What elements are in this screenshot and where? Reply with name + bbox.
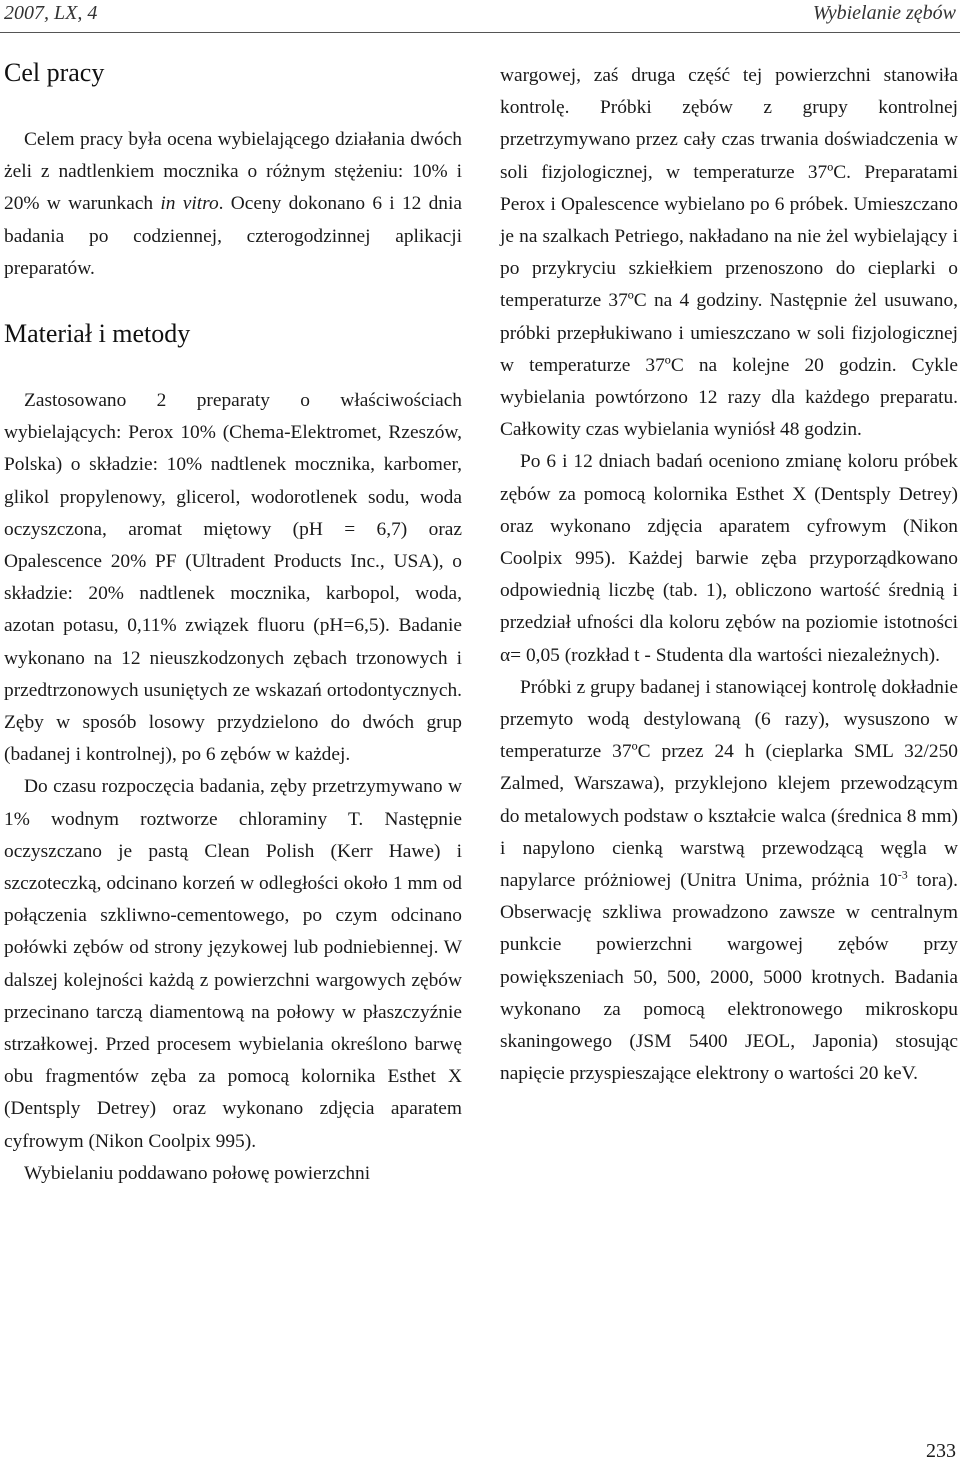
aim-heading: Cel pracy <box>4 58 105 87</box>
running-head-right: Wybielanie zębów <box>812 2 956 24</box>
running-head-left: 2007, LX, 4 <box>4 2 98 24</box>
left-column <box>4 58 462 1190</box>
aim-italic-term: in vitro <box>160 193 219 215</box>
aim-paragraph: Celem pracy była ocena wybielającego działania dwóch żeli z nadtlenkiem mocznika o różnym stężeniu: 10% i 20% w warunkach in vitro. Oceny dokonano 6 i 12 dnia badania po codziennej, czterogodzinnej aplikacji preparatów. <box>4 129 462 279</box>
right-paragraph-2: Po 6 i 12 dniach badań oceniono zmianę koloru próbek zębów za pomocą kolornika Esthet X (Dentsply Detrey) oraz wykonano zdjęcia aparatem cyfrowym (Nikon Coolpix 995). Każdej barwie zęba przyporządkowano odpowiednią liczbę (tab. 1), obliczono wartość średnią i przedział ufności dla koloru zębów na poziomie istotności α= 0,05 (rozkład t - Studenta dla wartości niezależnych). <box>500 451 958 666</box>
methods-paragraph-1: Zastosowano 2 preparaty o właściwościach wybielających: Perox 10% (Chema-Elektromet, Rzeszów, Polska) o składzie: 10% nadtlenek mocznika, karbomer, glikol propylenowy, glicerol, wodorotlenek sodu, woda oczyszczona, aromat miętowy (pH = 6,7) oraz Opalescence 20% PF (Ultradent Products Inc., USA), o składzie: 20% nadtlenek mocznika, karbopol, woda, azotan potasu, 0,11% związek fluoru (pH=6,5). Badanie wykonano na 12 nieuszkodzonych zębach trzonowych i przedtrzonowych usuniętych ze wskazań ortodontycznych. Zęby w sposób losowy przydzielono do dwóch grup (badanej i kontrolnej), po 6 zębów w każdej. <box>4 390 462 766</box>
exponent: -3 <box>897 867 908 882</box>
right-paragraph-3: Próbki z grupy badanej i stanowiącej kontrolę dokładnie przemyto wodą destylowaną (6 razy), wysuszono w temperaturze 37ºC przez 24 h (cieplarka SML 32/250 Zalmed, Warszawa), przyklejono klejem przewodzącym do metalowych podstaw o kształcie walca (średnica 8 mm) i napylono cienką warstwą przewodzącą węgla w napylarce próżniowej (Unitra Unima, próżnia $10^{-3}$ tora). Obserwację szkliwa prowadzono zawsze w centralnym punkcie powierzchni wargowej zębów przy powiększeniach 50, 500, 2000, 5000 krotnych. Badania wykonano za pomocą elektronowego mikroskopu skaningowego (JSM 5400 JEOL, Japonia) stosując napięcie przyspieszające elektrony o wartości 20 keV. <box>500 676 958 1085</box>
right-column <box>500 60 958 1091</box>
header-rule <box>0 32 960 33</box>
methods-heading: Materiał i metody <box>4 319 191 349</box>
methods-paragraph-2: Do czasu rozpoczęcia badania, zęby przetrzymywano w 1% wodnym roztworze chloraminy T. Następnie oczyszczano je pastą Clean Polish (Kerr Hawe) i szczoteczką, odcinano korzeń w odległości około 1 mm od połączenia szkliwno-cementowego, po czym odcinano połówki zębów od strony językowej lub podniebiennej. W dalszej kolejności każdą z powierzchni wargowych zębów przecinano tarczą diamentową na połowy w płaszczyźnie strzałkowej. Przed procesem wybielania określono barwę obu fragmentów zęba za pomocą kolornika Esthet X (Dentsply Detrey) oraz wykonano zdjęcia aparatem cyfrowym (Nikon Coolpix 995). <box>4 776 462 1152</box>
right-paragraph-1: wargowej, zaś druga część tej powierzchni stanowiła kontrolę. Próbki zębów z grupy kontrolnej przetrzymywano przez cały czas trwania doświadczenia w soli fizjologicznej, w temperaturze 37ºC. Preparatami Perox i Opalescence wybielano po 6 próbek. Umieszczano je na szalkach Petriego, nakładano na nie żel wybielający i po przykryciu szkiełkiem przenoszono do cieplarki o temperaturze 37ºC na 4 godziny. Następnie żel usuwano, próbki przepłukiwano i umieszczano w soli fizjologicznej w temperaturze 37ºC na kolejne 20 godzin. Cykle wybielania powtórzono 12 razy dla każdego preparatu. Całkowity czas wybielania wyniósł 48 godzin. <box>500 65 958 441</box>
page-number: 233 <box>926 1440 956 1462</box>
methods-paragraph-3: Wybielaniu poddawano połowę powierzchni <box>24 1162 371 1184</box>
